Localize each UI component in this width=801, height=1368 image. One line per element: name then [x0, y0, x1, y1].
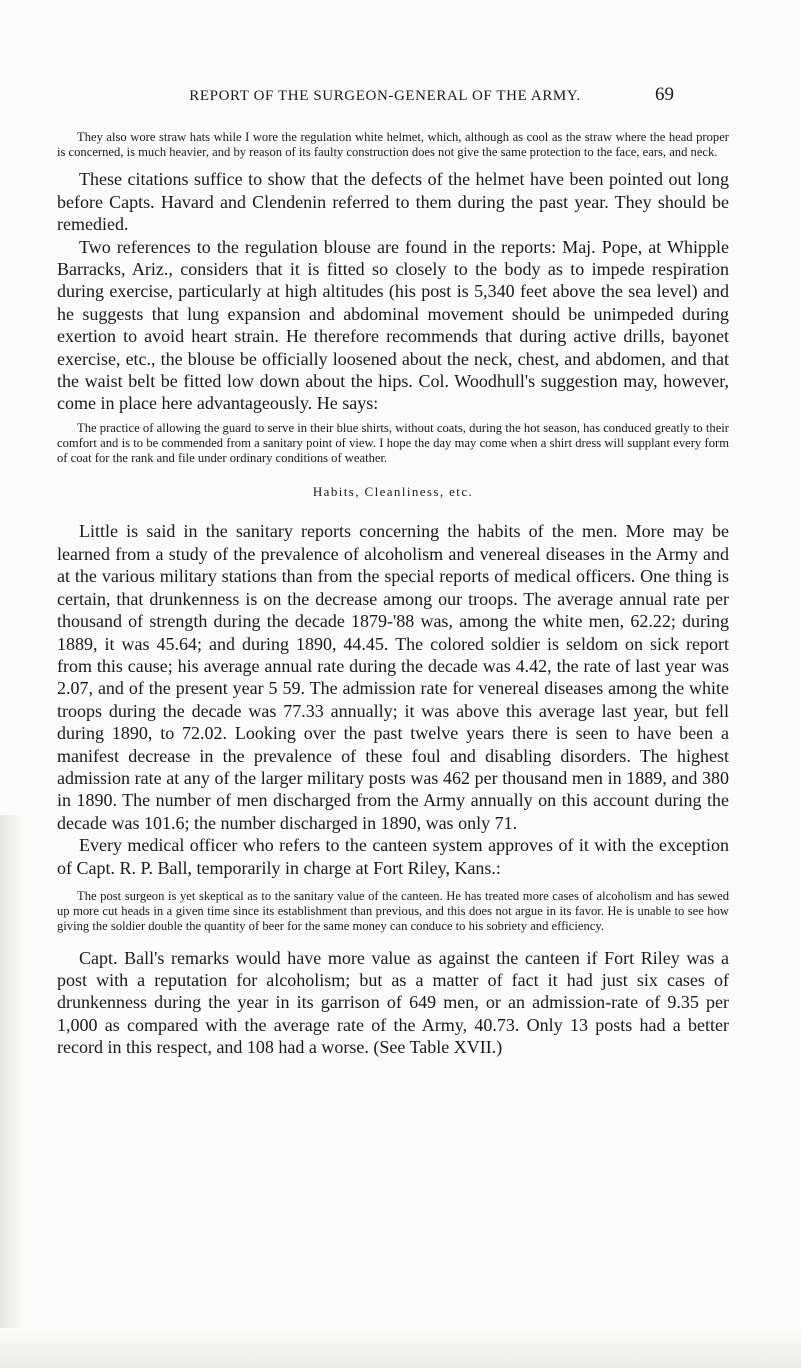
paragraph-habits: Little is said in the sanitary reports concerning the habits of the men. More may be learned from a study of the prevalence of alcoholism and venereal diseases in the Army and at the various military stations than from the special reports of medical officers. One thing is certain, that drunkenness is on the decrease among our troops. The average annual rate per thousand of strength during the decade 1879-'88 was, among the white men, 62.22; during 1889, it was 45.64; and during 1890, 44.45. The colored soldier is seldom on sick report from this cause; his average annual rate during the decade was 4.42, the rate of last year was 2.07, and of the present year 5 59. The admission rate for venereal diseases among the white troops during the decade was 77.33 annually; it was above this average last year, but fell during 1890, to 72.02. Looking over the past twelve years there is seen to have been a manifest decrease in the prevalence of these foul and disabling disorders. The highest admission rate at any of the larger military posts was 462 per thousand men in 1889, and 380 in 1890. The number of men discharged from the Army annually on this account during the decade was 101.6; the number discharged in 1890, was only 71.	[57, 521, 729, 833]
running-title: REPORT OF THE SURGEON-GENERAL OF THE ARMY.	[189, 88, 581, 104]
page-edge-shadow	[0, 1328, 801, 1368]
quote-woodhull: The practice of allowing the guard to serve in their blue shirts, without coats, during the hot season, has conduced greatly to their comfort and is to be commended from a sanitary point of view. I hope the day may come when a shirt dress will supplant every form of coat for the rank and file under ordinary conditions of weather.	[57, 420, 729, 466]
page-number: 69	[655, 84, 674, 105]
intro-note: They also wore straw hats while I wore the regulation white helmet, which, although as cool as the straw where the head proper is concerned, is much heavier, and by reason of its faulty construction does not give the same protection to the face, ears, and neck.	[57, 130, 729, 160]
quote-ball: The post surgeon is yet skeptical as to the sanitary value of the canteen. He has treated more cases of alcoholism and has sewed up more cut heads in a given time since its establishment than previous, and this does not argue in its favor. He is unable to see how giving the soldier double the quantity of beer for the same money can conduce to his sobriety and efficiency.	[57, 888, 729, 934]
paragraph-blouse: Two references to the regulation blouse are found in the reports: Maj. Pope, at Whipple Barracks, Ariz., considers that it is fitted so closely to the body as to impede respiration during exercise, particularly at high altitudes (his post is 5,340 feet above the sea level) and he suggests that lung expansion and abdominal movement should be unimpeded during exertion to avoid heart strain. He therefore recommends that during active drills, bayonet exercise, etc., the blouse be officially loosened about the neck, chest, and abdomen, and that the waist belt be fitted low down about the hips. Col. Woodhull's suggestion may, however, come in place here advantageously. He says:	[57, 236, 729, 414]
paragraph-helmet-defects: These citations suffice to show that the defects of the helmet have been pointed out long before Capts. Havard and Clendenin referred to them during the past year. They should be remedied.	[57, 169, 729, 235]
binding-shadow	[0, 815, 24, 1368]
paragraph-fort-riley: Capt. Ball's remarks would have more value as against the canteen if Fort Riley was a post with a reputation for alcoholism; but as a matter of fact it had just six cases of drunkenness during the year in its garrison of 649 men, or an admission-rate of 9.35 per 1,000 as compared with the average rate of the Army, 40.73. Only 13 posts had a better record in this respect, and 108 had a worse. (See Table XVII.)	[57, 947, 729, 1058]
section-heading: Habits, Cleanliness, etc.	[312, 484, 474, 500]
text-column	[57, 130, 729, 1059]
paragraph-canteen: Every medical officer who refers to the canteen system approves of it with the exception of Capt. R. P. Ball, temporarily in charge at Fort Riley, Kans.:	[57, 835, 729, 878]
